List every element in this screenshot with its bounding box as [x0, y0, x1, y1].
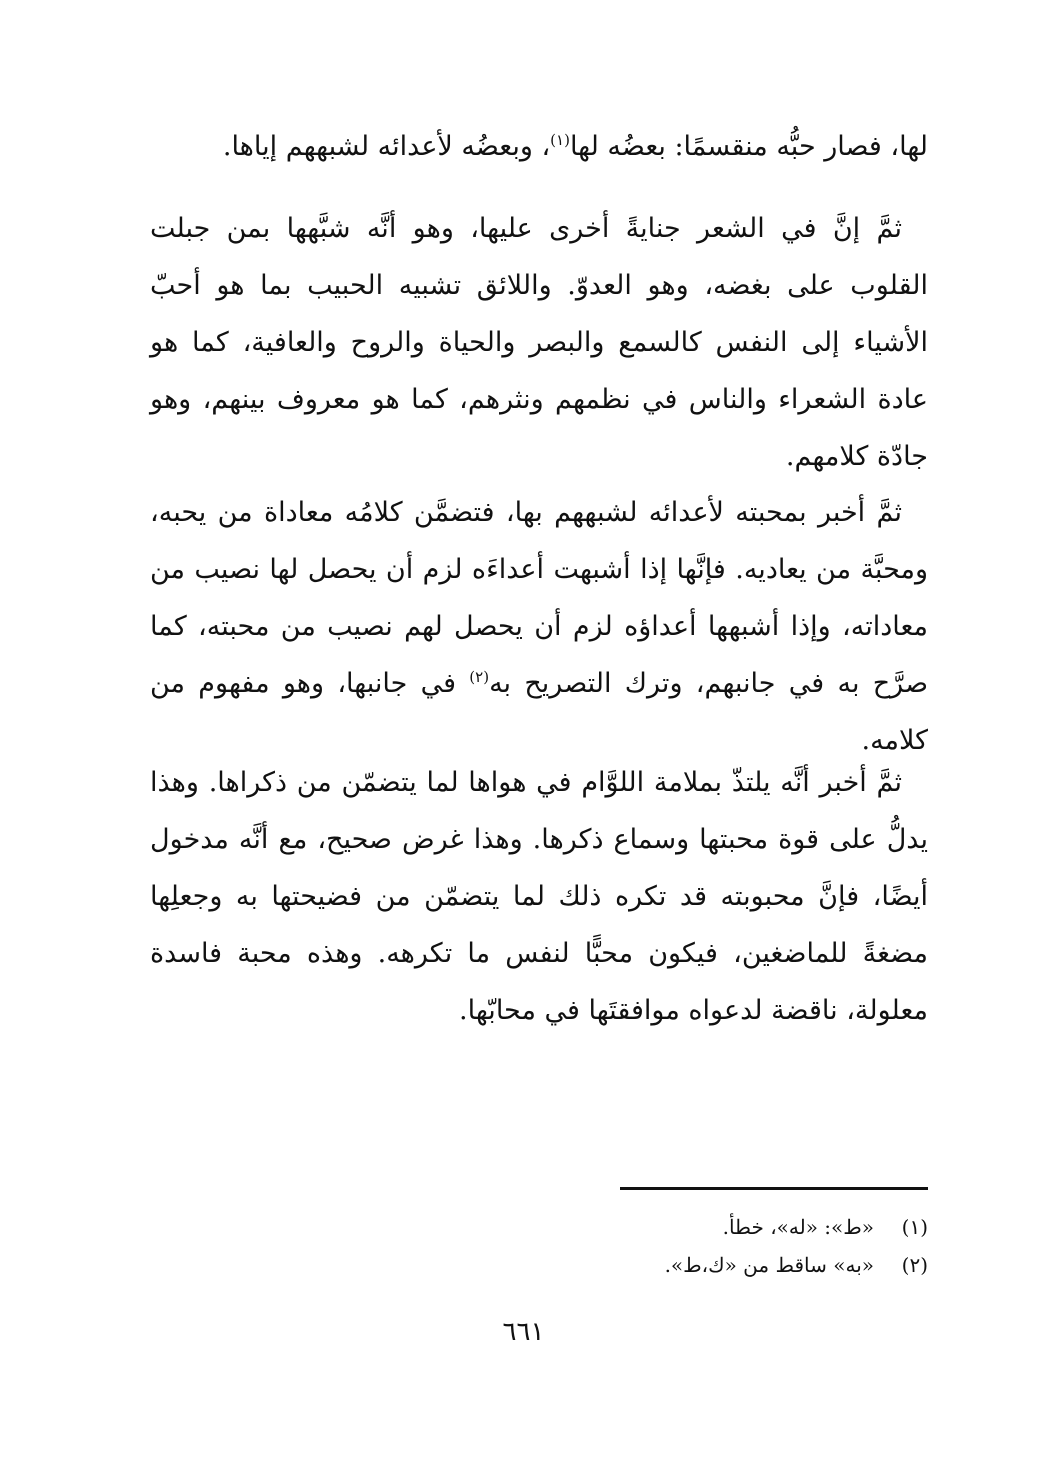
page-number: ٦٦١	[502, 1317, 545, 1347]
text-segment: ، وبعضُه لأعدائه لشبههم إياها.	[222, 131, 551, 162]
paragraph-4: ثمَّ أخبر أنَّه يلتذّ بملامة اللوَّام في هواها لما يتضمّن من ذكراها. وهذا يدلُّ على قوة محبتها وسماع ذكرها. وهذا غرض صحيح، مع أنَّه مدخول أيضًا، فإنَّ محبوبته قد تكره ذلك لما يتضمّن من فضيحتها به وجعلِها مضغةً للماضغين، فيكون محبًّا لنفس ما تكرهه. وهذه محبة فاسدة معلولة، ناقضة لدعواه موافقتَها في محابّها.	[150, 767, 928, 1026]
footnote-number: (١)	[901, 1215, 928, 1239]
footnote-ref-2[interactable]: (٢)	[469, 668, 490, 686]
continuation-line	[150, 118, 928, 175]
text-segment: ثمَّ أخبر بمحبته لأعدائه لشبههم بها، فتضمَّن كلامُه معاداة من يحبه، ومحبَّة من يعاديه. فإنَّها إذا أشبهت أعداءَه لزم أن يحصل لها نصيب من معاداته، وإذا أشبهها أعداؤه لزم أن يحصل لهم نصيب من محبته، كما صرَّح به في جانبهم، وترك التصريح به	[150, 497, 928, 699]
text-segment: لها، فصار حبُّه منقسمًا: بعضُه لها	[569, 131, 928, 162]
footnote-divider	[620, 1187, 928, 1190]
footnote-2	[540, 1246, 928, 1284]
paragraph-block-3	[150, 484, 928, 769]
footnote-ref-1[interactable]: (١)	[550, 131, 570, 149]
paragraph-3	[150, 484, 928, 769]
paragraph-2: ثمَّ إنَّ في الشعر جنايةً أخرى عليها، وهو أنَّه شبَّهها بمن جبلت القلوب على بغضه، وهو العدوّ. واللائق تشبيه الحبيب بما هو أحبّ الأشياء إلى النفس كالسمع والبصر والحياة والروح والعافية، كما هو عادة الشعراء والناس في نظمهم ونثرهم، كما هو معروف بينهم، وهو جادّة كلامهم.	[150, 213, 928, 472]
paragraph-block-2	[150, 200, 928, 485]
paragraph-1	[150, 118, 928, 175]
footnote-text: «ط»: «له»، خطأ.	[722, 1215, 874, 1239]
paragraph-block-4	[150, 754, 928, 1039]
footnote-1	[540, 1208, 928, 1246]
footnote-text: «به» ساقط من «ك،ط».	[664, 1253, 874, 1277]
footnote-number: (٢)	[901, 1253, 928, 1277]
footnotes-section	[540, 1208, 928, 1284]
text-segment: في جانبها، وهو مفهوم من كلامه.	[150, 668, 928, 756]
